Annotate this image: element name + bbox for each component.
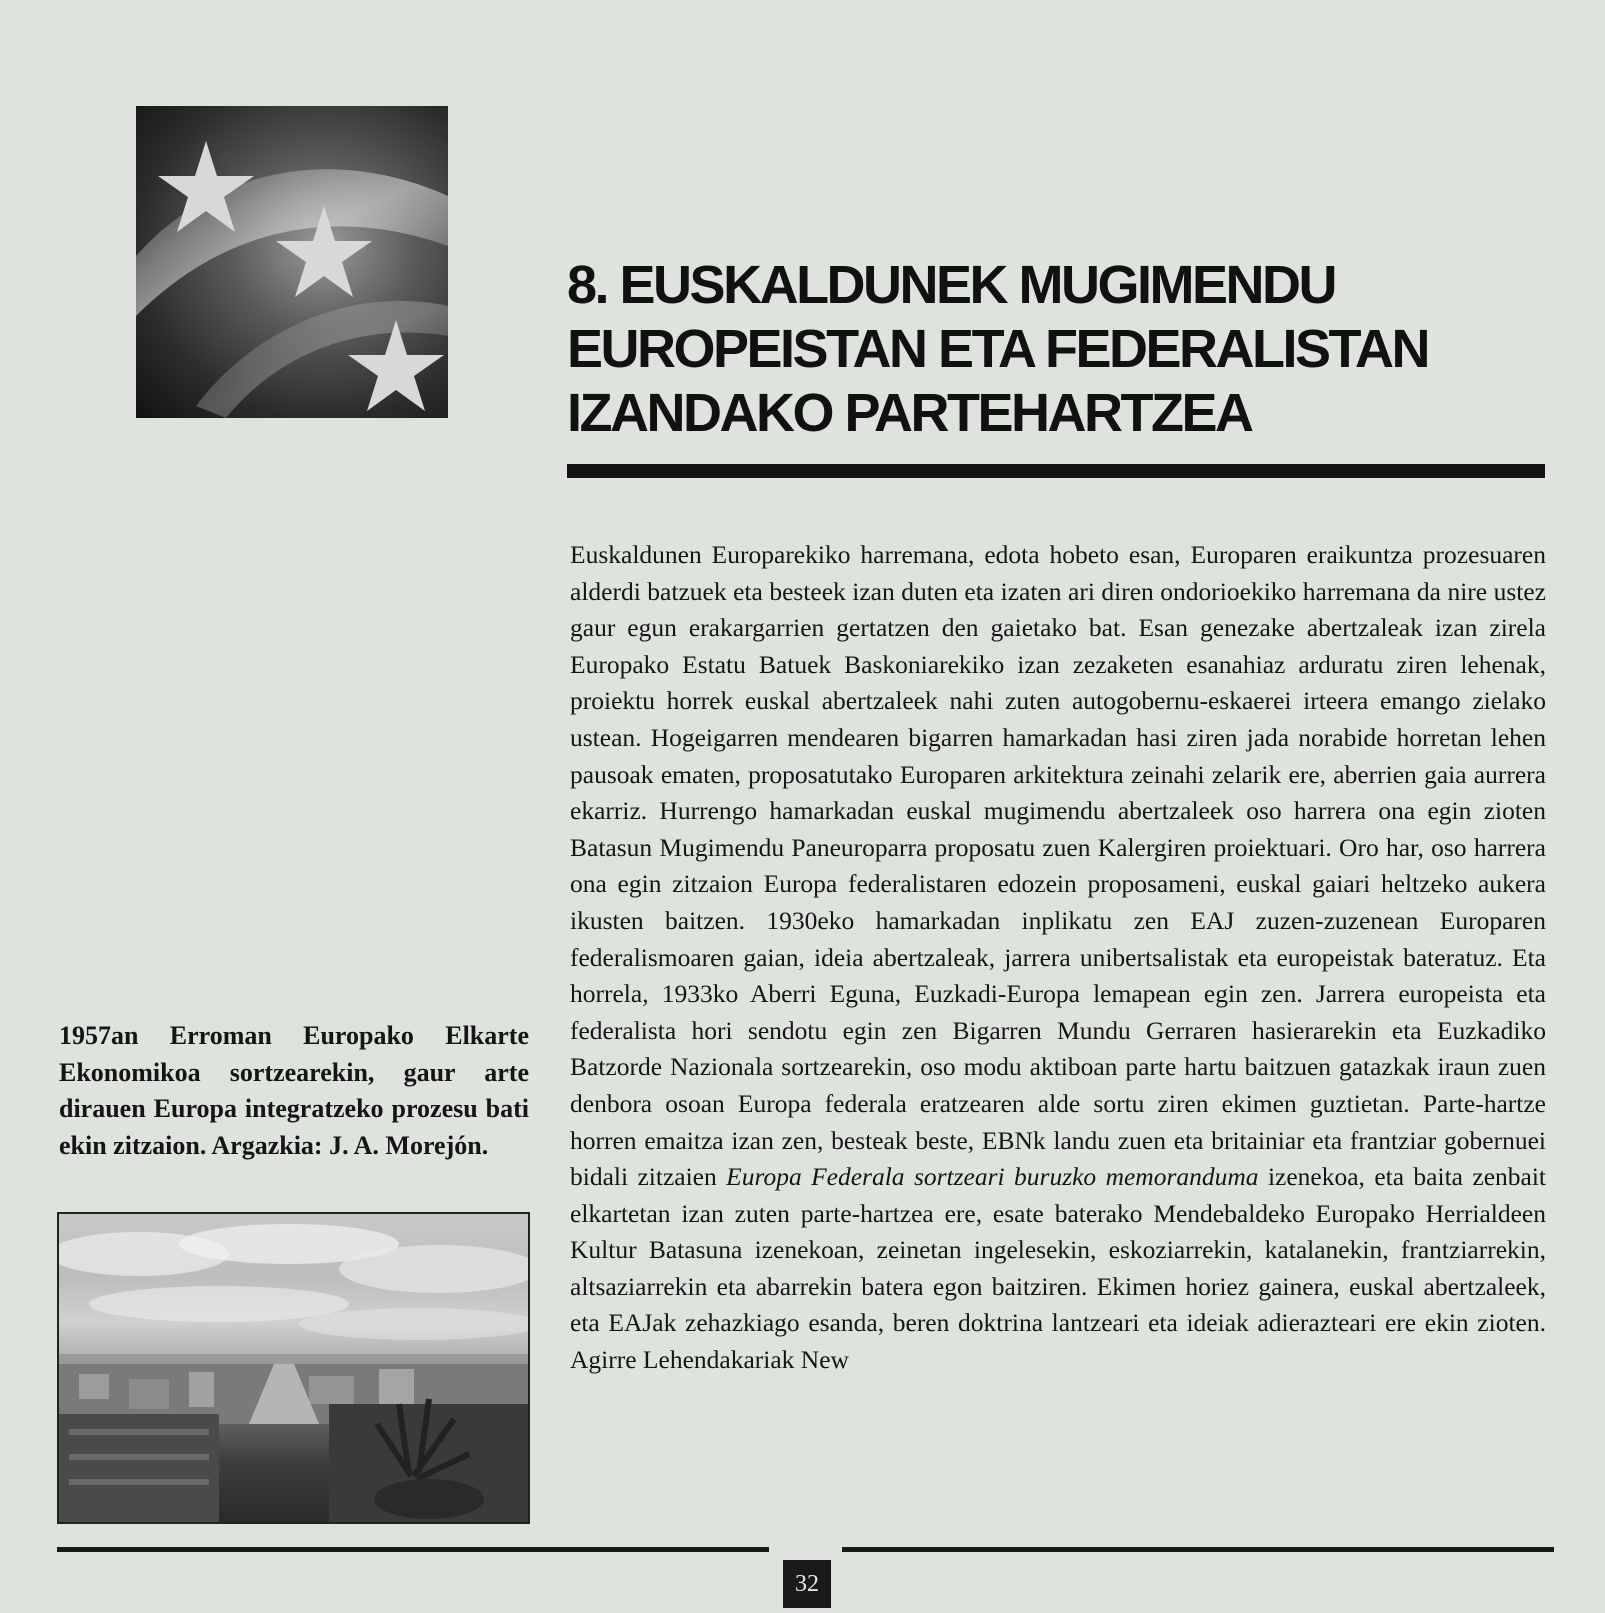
title-divider <box>567 464 1545 478</box>
footer-divider-left <box>57 1547 769 1552</box>
memorandum-title: Europa Federala sortzeari buruzko memoranduma <box>726 1162 1259 1192</box>
body-text-part-1: Euskaldunen Europarekiko harremana, edota hobeto esan, Europaren eraikuntza prozesuaren alderdi batzuek eta besteek izan duten eta izaten ari diren ondorioekiko harremana da nire ustez gaur egun erakargarrien gertatzen den gaietako bat. Esan genezake abertzaleak izan zirela Europako Estatu Batuek Baskoniarekiko izan zezaketen esanahiaz arduratu ziren lehenak, proiektu horrek euskal abertzaleek nahi zuten autogobernu-eskaerei irteera emango zielako ustean. Hogeigarren mendearen bigarren hamarkadan hasi ziren jada norabide horretan lehen pausoak ematen, proposatutako Europaren arkitektura zeinahi zelarik ere, aberrien gaia aurrera ekarriz. Hurrengo hamarkadan euskal mugimendu abertzaleek oso harrera ona egin zioten Batasun Mugimendu Paneuroparra proposatu zuen Kalergiren proiektuari. Oro har, oso harrera ona egin zitzaion Europa federalistaren edozein proposameni, euskal gaiari heltzeko aukera ikusten baitzen. 1930eko hamarkadan inplikatu zen EAJ zuzen-zuzenean Europaren federalismoaren gaian, ideia abertzaleak, jarrera unibertsalistak eta europeistak bateratuz. Eta horrela, 1933ko Aberri Eguna, Euzkadi-Europa lemapean egin zen. Jarrera europeista eta federalista hori sendotu egin zen Bigarren Mundu Gerraren hasierarekin eta Euzkadiko Batzorde Nazionala sortzearekin, oso modu aktiboan parte hartu baitzuen gatazkak iraun zuen denbora osoan Europa federala eratzearen alde sortu ziren ekimen guztietan. Parte-hartze horren emaitza izan zen, besteak beste, EBNk landu zuen eta britainiar eta frantziar gobernuei bidali zitzaien <box>570 540 1546 1192</box>
stars-graphic <box>136 106 448 418</box>
chapter-title-line-3: IZANDAKO PARTEHARTZEA <box>567 383 1252 443</box>
footer-divider-right <box>842 1547 1554 1552</box>
rome-city-photo <box>57 1212 530 1524</box>
page-number: 32 <box>783 1560 831 1608</box>
city-graphic <box>59 1214 528 1522</box>
photo-caption: 1957an Erroman Europako Elkarte Ekonomikoa sortzearekin, gaur arte dirauen Europa integratzeko prozesu bati ekin zitzaion. Argazkia: J. A. Morejón. <box>59 1021 529 1160</box>
body-text <box>570 537 1546 1379</box>
body-text-part-2: izenekoa, eta baita zenbait elkartetan izan zuten parte-hartzea ere, esate baterako Mendebaldeko Europako Herrialdeen Kultur Batasuna izenekoan, zeinetan ingelesekin, eskoziarrekin, katalanekin, frantziarrekin, altsaziarrekin eta abarrekin batera egon baitziren. Ekimen horiez gainera, euskal abertzaleek, eta EAJak zehazkiago esanda, beren doktrina lantzeari eta ideiak adierazteari ere ekin zioten. Agirre Lehendakariak New <box>570 1162 1547 1375</box>
chapter-title <box>567 253 1547 445</box>
three-stars-photo <box>136 106 448 418</box>
chapter-title-line-1: 8. EUSKALDUNEK MUGIMENDU <box>567 255 1336 315</box>
chapter-title-line-2: EUROPEISTAN ETA FEDERALISTAN <box>567 319 1429 379</box>
body-paragraph <box>570 537 1546 1379</box>
